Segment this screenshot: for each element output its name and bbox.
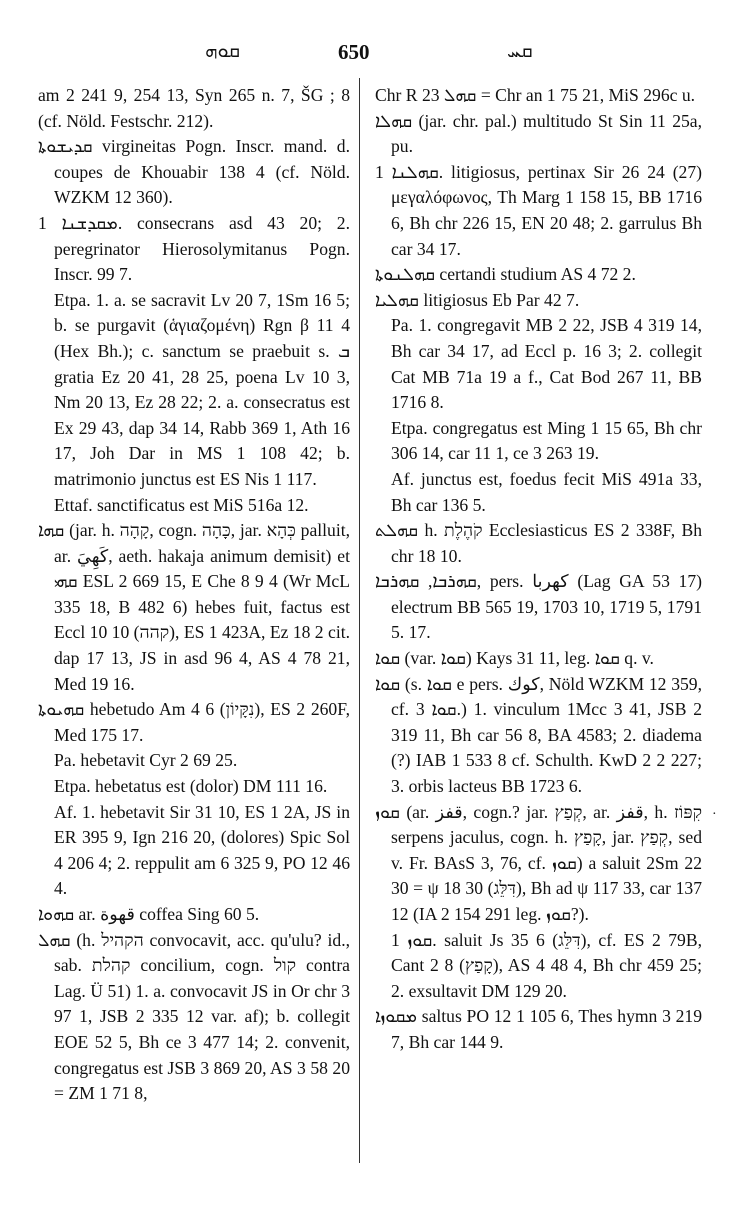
- dictionary-entry: ܩܗܐ (jar. h. קָהָה, cogn. כָּהָה, jar. כְּהָא palluit, ar. كَهِيَ, aeth. hakaja animum demisit) et ܩܗܝ ESL 2 669 15, E Che 8 9 4 (Wr McL 335 18, B 482 6) hebes fuit, factus est Eccl 10 10 (קהה), ES 1 423A, Ez 18 2 cit. dap 17 13, JS in asd 96 4, AS 4 78 21, Med 19 16.: [38, 520, 351, 694]
- dictionary-entry: ܡܩܕܫܢܐ 1. consecrans asd 43 20; 2. peregrinator Hierosolymitanus Pogn. Inscr. 99 7.: [38, 212, 350, 285]
- margin-mark: ·: [712, 807, 717, 822]
- column-divider: [359, 78, 360, 1163]
- dictionary-entry: Af. junctus est, foedus fecit MiS 491a 33, Bh car 136 5.: [391, 468, 702, 515]
- running-head-right: ܩܚ: [507, 40, 533, 62]
- dictionary-entry: Chr R ܩܗܠ 23 = Chr an 1 75 21, MiS 296c u.: [375, 85, 696, 105]
- running-head-left: ܩܘܗ: [205, 40, 241, 62]
- dictionary-entry: ܩܗܠ (h. הקהיל convocavit, acc. qu'ulu? id., sab. קהלת concilium, cogn. קול contra Lag. Ü 51) 1. a. convocavit JS in Or chr 3 97 1, JSB 2 335 12 var. af); b. collegit EOE 52 5, Bh ce 3 477 14; 2. convenit, congregatus est JSB 3 869 20, AS 3 58 20 = ZM 1 71 8,: [38, 929, 350, 1104]
- dictionary-entry: ܩܗܠܝܐ litigiosus Eb Par 42 7.: [375, 289, 580, 310]
- right-column: [375, 83, 702, 1056]
- dictionary-entry: Pa. hebetavit Cyr 2 69 25.: [54, 750, 238, 771]
- dictionary-entry: Af. 1. hebetavit Sir 31 10, ES 1 2A, JS in ER 395 9, Ign 216 20, (dolores) Spic Sol 4 206 4; 2. reppulit am 6 325 9, PO 12 46 4.: [54, 801, 350, 899]
- dictionary-entry: ܩܘܙ (ar. قفز, cogn.? jar. קְפַץ, ar. قفز, h. קִפּוֹז serpens jaculus, cogn. h. קָפַץ, jar. קְפַץ, sed v. Fr. BAsS 3, 76, cf. ܩܘܙ) a saluit 2Sm 22 30 = ψ 18 30 (דִּלֵּג), Bh ad ψ 117 33, car 137 12 (IA 2 154 291 leg. ܩܘܙ?).: [375, 801, 703, 924]
- dictionary-entry: ܩܗܪܒܐ, ܩܗܪܒܐ, pers. كهربا (Lag GA 53 17) electrum BB 565 19, 1703 10, 1719 5, 1791 5. 17.: [375, 571, 703, 643]
- page-number: 650: [338, 40, 370, 64]
- page-header: [0, 40, 750, 70]
- dictionary-entry: Pa. 1. congregavit MB 2 22, JSB 4 319 14, Bh car 34 17, ad Eccl p. 16 3; 2. collegit Cat MB 71a 19 a f., Cat Bod 267 11, BB 1716 8.: [391, 315, 702, 413]
- dictionary-entry: ܩܗܠܢܐ 1. litigiosus, pertinax Sir 26 24 (27) μεγαλόφωνος, Th Marg 1 158 15, BB 1716 6, Bh chr 226 15, EN 20 48; 2. garrulus Bh car 34 17.: [375, 161, 703, 259]
- dictionary-entry: ܩܘܐ (var. ܩܘܐ) Kays 31 11, leg. ܩܘܐ q. v.: [375, 648, 654, 669]
- dictionary-entry: Etpa. congregatus est Ming 1 15 65, Bh chr 306 14, car 11 1, ce 3 263 19.: [391, 417, 702, 464]
- dictionary-entry: ܩܗܠܐ (jar. chr. pal.) multitudo St Sin 11 25a, pu.: [375, 110, 702, 157]
- dictionary-entry: ܩܕܝܫܘܬܐ virgineitas Pogn. Inscr. mand. d. coupes de Khouabir 138 4 (cf. Nöld. WZKM 12 360).: [38, 136, 350, 208]
- dictionary-entry: ܩܗܠܢܘܬܐ certandi studium AS 4 72 2.: [375, 264, 636, 285]
- dictionary-entry: Etpa. 1. a. se sacravit Lv 20 7, 1Sm 16 5; b. se purgavit (ἁγιαζομένη) Rgn β 11 4 (Hex Bh.); c. sanctum se praebuit s. ܒ gratia Ez 20 41, 28 25, poena Lv 10 3, Nm 20 13, Ez 28 22; 2. a. consecratus est Ex 29 43, dap 34 14, Rabb 369 1, Ath 16 17, Joh Dar in MS 1 108 42; b. matrimonio junctus est ES Nis 1 117.: [54, 289, 350, 489]
- dictionary-entry: am 2 241 9, 254 13, Syn 265 n. 7, ŠG ; 8 (cf. Nöld. Festschr. 212).: [38, 85, 350, 131]
- dictionary-entry: ܩܗܝܘܬܐ hebetudo Am 4 6 (נִקָּיוֹן), ES 2 260F, Med 175 17.: [38, 699, 350, 745]
- dictionary-entry: ܩܘܙ 1. saluit Js 35 6 (דִּלֵּג), cf. ES 2 79B, Cant 2 8 (קָפַץ), AS 4 48 4, Bh chr 459 25; 2. exsultavit DM 129 20.: [391, 929, 702, 1001]
- dictionary-entry: Etpa. hebetatus est (dolor) DM 111 16.: [54, 776, 328, 797]
- dictionary-entry: ܩܗܠܬ h. קֹהֶלֶת Ecclesiasticus ES 2 338F, Bh chr 18 10.: [375, 520, 703, 566]
- left-column: [38, 83, 350, 1107]
- dictionary-entry: ܡܩܘܙܐ saltus PO 12 1 105 6, Thes hymn 3 219 7, Bh car 144 9.: [375, 1006, 702, 1052]
- dictionary-entry: ܩܗܘܐ ar. قهوة coffea Sing 60 5.: [38, 904, 260, 924]
- dictionary-entry: ܩܘܐ (s. ܩܘܐ e pers. كوك, Nöld WZKM 12 359, cf. ܩܘܐ 3.) 1. vinculum 1Mcc 3 41, JSB 2 319 11, Bh car 56 8, BA 4583; 2. diadema (?) IAB 1 533 8 cf. Schulth. KwD 2 2 227; 3. orbis lacteus BB 1723 6.: [375, 673, 703, 797]
- dictionary-entry: Ettaf. sanctificatus est MiS 516a 12.: [54, 494, 309, 515]
